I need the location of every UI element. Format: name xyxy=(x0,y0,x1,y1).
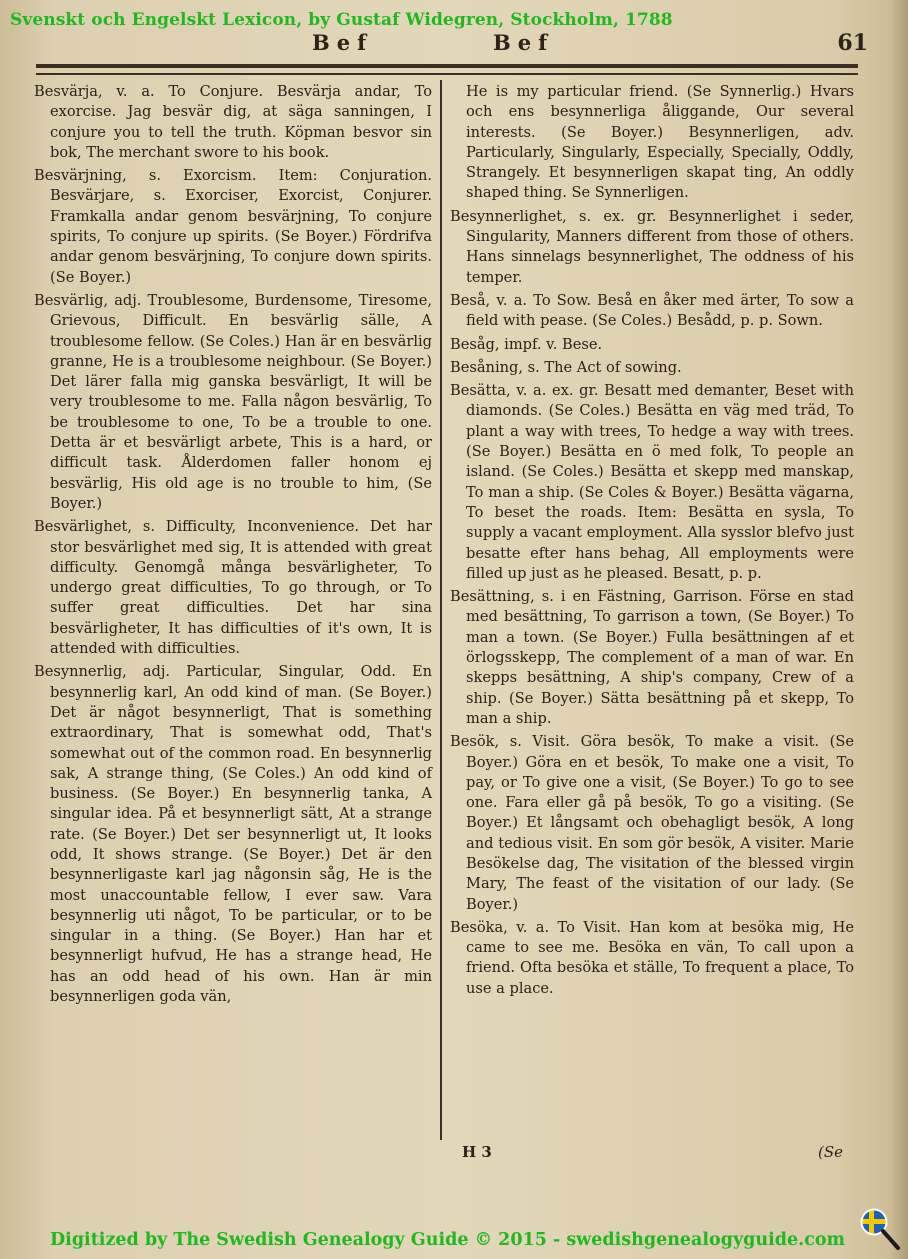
signature-mark: H 3 xyxy=(462,1143,492,1161)
entry-besag: Besåg, impf. v. Bese. xyxy=(450,335,603,353)
column-divider xyxy=(440,80,442,1140)
entry-besvarlig: Besvärlig, adj. Troublesome, Burdensome, Tiresome, Grievous, Difficult. En besvärlig sälle, A troublesome fellow. (Se Coles.) Han är en besvärlig granne, He is a troublesome neighbour. (Se Boyer.) Det lärer falla mig ganska besvärligt, It will be very troublesome to me. Falla någon besvärlig, To be troublesome to one, To be a trouble to one. Detta är et besvärligt arbete, This is a hard, or difficult task. Ålderdomen faller honom ej besvärlig, His old age is no trouble to him, (Se Boyer.) xyxy=(34,291,432,512)
left-column xyxy=(34,82,432,1007)
entry-besynnerlig-cont: He is my particular friend. (Se Synnerlig.) Hvars och ens besynnerliga åliggande, Our several interests. (Se Boyer.) Besynnerligen, adv. Particularly, Singularly, Especially, Specially, Oddly, Strangely. Et besynnerligen skapat ting, An oddly shaped thing. Se Synnerligen. xyxy=(466,83,854,202)
entry-besynnerlighet: Besynnerlighet, s. ex. gr. Besynnerlighet i seder, Singularity, Manners different from those of others. Hans sinnelags besynnerlighet, The oddness of his temper. xyxy=(450,207,854,286)
header-rule xyxy=(36,64,858,68)
entry-besoka: Besöka, v. a. To Visit. Han kom at besöka mig, He came to see me. Besöka en vän, To call upon a friend. Ofta besöka et ställe, To frequent a place, To use a place. xyxy=(450,918,854,997)
page-edge-shadow xyxy=(890,0,908,1259)
swedish-flag-search-icon[interactable] xyxy=(854,1202,904,1254)
right-column xyxy=(450,82,854,999)
running-head-left: Bef xyxy=(312,30,374,55)
running-head-center: Bef xyxy=(493,30,555,55)
entry-besvarjning: Besvärjning, s. Exorcism. Item: Conjuration. Besvärjare, s. Exorciser, Exorcist, Conjurer. Framkalla andar genom besvärjning, To conjure spirits, To conjure up spirits. (Se Boyer.) Fördrifva andar genom besvärjning, To conjure down spirits. (Se Boyer.) xyxy=(34,167,432,286)
entry-besa: Beså, v. a. To Sow. Beså en åker med ärter, To sow a field with pease. (Se Coles.) Besådd, p. p. Sown. xyxy=(450,291,854,330)
catchword: (Se xyxy=(818,1143,844,1161)
header-rule-thin xyxy=(36,73,858,75)
entry-besatta: Besätta, v. a. ex. gr. Besatt med demanter, Beset with diamonds. (Se Coles.) Besätta en väg med träd, To plant a way with trees, To hedge a way with trees. (Se Boyer.) Besätta en ö med folk, To people an island. (Se Coles.) Besätta et skepp med manskap, To man a ship. (Se Coles & Boyer.) Besätta vägarna, To beset the roads. Item: Besätta en sysla, To supply a vacant employment. Alla sysslor blefvo just besatte efter hans behag, All employments were filled up just as he pleased. Besatt, p. p. xyxy=(450,382,854,582)
page-number: 61 xyxy=(837,30,868,56)
overlay-footer: Digitized by The Swedish Genealogy Guide © 2015 - swedishgenealogyguide.com xyxy=(50,1230,846,1250)
entry-besattning: Besättning, s. i en Fästning, Garrison. Förse en stad med besättning, To garrison a town, (Se Boyer.) To man a town. (Se Boyer.) Fulla besättningen af et örlogsskepp, The complement of a man of war. En skepps besättning, A ship's company, Crew of a ship. (Se Boyer.) Sätta besättning på et skepp, To man a ship. xyxy=(450,588,854,727)
entry-besvarja: Besvärja, v. a. To Conjure. Besvärja andar, To exorcise. Jag besvär dig, at säga sanningen, I conjure you to tell the truth. Köpman besvor sin bok, The merchant swore to his book. xyxy=(34,83,432,161)
entry-besaning: Besåning, s. The Act of sowing. xyxy=(450,358,682,376)
entry-besok: Besök, s. Visit. Göra besök, To make a visit. (Se Boyer.) Göra en et besök, To make one a visit, To pay, or To give one a visit, (Se Boyer.) To go to see one. Fara eller gå på besök, To go a visiting. (Se Boyer.) Et långsamt och obehagligt besök, A long and tedious visit. En som gör besök, A visiter. Marie Besökelse dag, The visitation of the blessed virgin Mary, The feast of the visitation of our lady. (Se Boyer.) xyxy=(450,733,854,913)
entry-besynnerlig: Besynnerlig, adj. Particular, Singular, Odd. En besynnerlig karl, An odd kind of man. (Se Boyer.) Det är något besynnerligt, That is something extraordinary, That is somewhat odd, That's somewhat out of the common road. En besynnerlig sak, A strange thing, (Se Coles.) An odd kind of business. (Se Boyer.) En besynnerlig tanka, A singular idea. På et besynnerligt sätt, At a strange rate. (Se Boyer.) Det ser besynnerligt ut, It looks odd, It shows strange. (Se Boyer.) Det är den besynnerligaste karl jag någonsin såg, He is the most unaccountable fellow, I ever saw. Vara besynnerlig uti något, To be particular, or to be singular in a thing. (Se Boyer.) Han har et besynnerligt hufvud, He has a strange head, He has an odd head of his own. Han är min besynnerligen goda vän, xyxy=(34,663,432,1006)
overlay-title: Svenskt och Engelskt Lexicon, by Gustaf Widegren, Stockholm, 1788 xyxy=(10,10,673,30)
entry-besvarlighet: Besvärlighet, s. Difficulty, Inconvenience. Det har stor besvärlighet med sig, It is attended with great difficulty. Genomgå många besvärligheter, To undergo great difficulties, To go through, or To suffer great difficulties. Det har sina besvärligheter, It has difficulties of it's own, It is attended with difficulties. xyxy=(34,518,432,658)
